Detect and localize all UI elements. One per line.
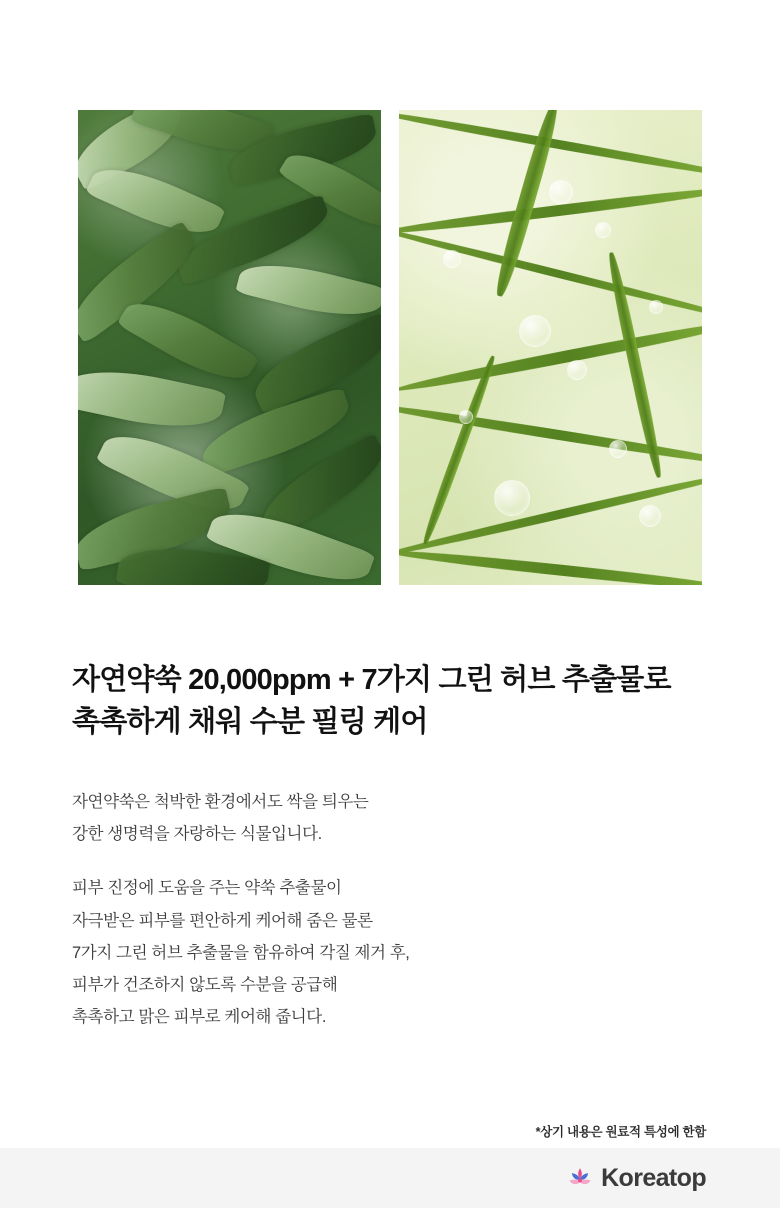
paragraph-2-line-5: 촉촉하고 맑은 피부로 케어해 줍니다. bbox=[72, 1008, 327, 1027]
paragraph-1 bbox=[72, 786, 692, 850]
paragraph-2-line-3: 7가지 그린 허브 추출물을 함유하여 각질 제거 후, bbox=[72, 943, 410, 962]
mugwort-foliage-decor bbox=[78, 110, 381, 585]
lotus-flower-icon bbox=[567, 1165, 593, 1191]
paragraph-1-line-1: 자연약쑥은 척박한 환경에서도 싹을 틔우는 bbox=[72, 793, 369, 811]
headline-line-2: 촉촉하게 채워 수분 필링 케어 bbox=[72, 706, 428, 739]
paragraph-2-line-4: 피부가 건조하지 않도록 수분을 공급해 bbox=[72, 975, 338, 994]
mugwort-plant-photo bbox=[78, 110, 381, 585]
green-gel-texture-photo bbox=[399, 110, 702, 585]
brand-logo bbox=[567, 1164, 706, 1193]
paragraph-2 bbox=[72, 872, 692, 1033]
page-title bbox=[72, 659, 722, 743]
paragraph-1-line-2: 강한 생명력을 자랑하는 식물입니다. bbox=[72, 825, 322, 844]
gel-vein-decor bbox=[399, 110, 702, 585]
footnote: *상기 내용은 원료적 특성에 한함 bbox=[535, 1125, 706, 1139]
brand-bar bbox=[0, 1148, 780, 1208]
paragraph-2-line-2: 자극받은 피부를 편안하게 케어해 줌은 물론 bbox=[72, 911, 373, 930]
brand-name: Koreatop bbox=[601, 1163, 706, 1192]
image-row bbox=[78, 110, 702, 585]
body-copy bbox=[72, 786, 692, 1033]
headline-line-1: 자연약쑥 20,000ppm + 7가지 그린 허브 추출물로 bbox=[72, 664, 671, 697]
paragraph-2-line-1: 피부 진정에 도움을 주는 약쑥 추출물이 bbox=[72, 879, 342, 898]
